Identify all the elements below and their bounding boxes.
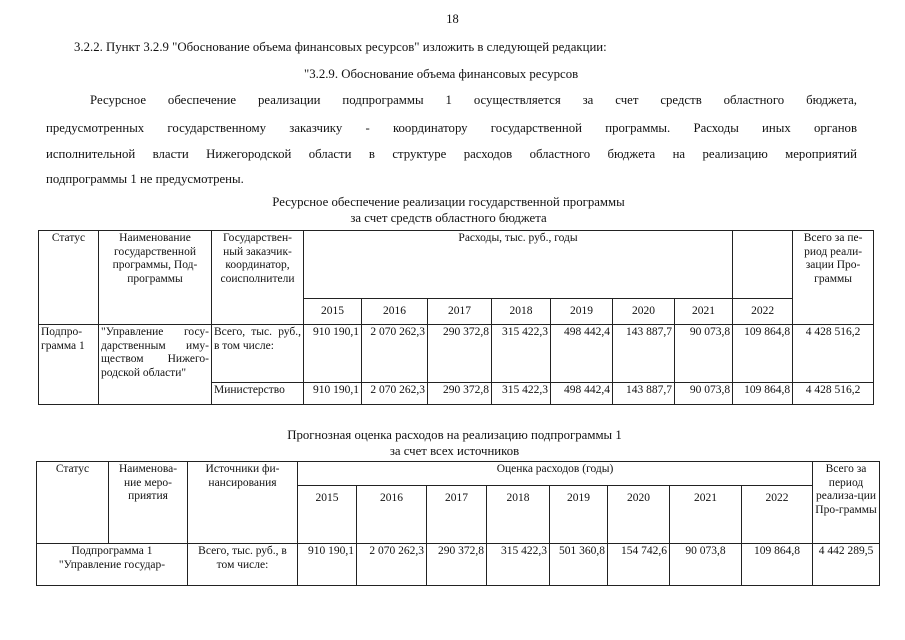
- t1-year: 2018: [492, 299, 551, 325]
- t1-row-label: Министерство: [212, 383, 304, 405]
- t1-year: 2020: [613, 299, 675, 325]
- t2-total-cell: 4 442 289,5: [813, 544, 880, 586]
- t1-cell: 90 073,8: [675, 383, 733, 405]
- t1-year: 2015: [304, 299, 362, 325]
- t2-year: 2021: [670, 486, 742, 544]
- t2-cell: 315 422,3: [487, 544, 550, 586]
- t2-cell: 290 372,8: [427, 544, 487, 586]
- t2-cell: 154 742,6: [608, 544, 670, 586]
- t1-cell: 290 372,8: [428, 325, 492, 383]
- t2-cell: 2 070 262,3: [357, 544, 427, 586]
- t1-cell: 109 864,8: [733, 383, 793, 405]
- t2-header-total: Всего за период реализа-ции Про-граммы: [813, 462, 880, 544]
- sub-heading: "3.2.9. Обоснование объема финансовых ресурсов: [304, 67, 579, 81]
- t1-cell: 2 070 262,3: [362, 383, 428, 405]
- t2-cell: 501 360,8: [550, 544, 608, 586]
- t1-cell: 315 422,3: [492, 325, 551, 383]
- t1-cell: 2 070 262,3: [362, 325, 428, 383]
- table2-forecast-estimate: [36, 461, 880, 586]
- t1-cell: 90 073,8: [675, 325, 733, 383]
- table1-caption-line1: Ресурсное обеспечение реализации государственной программы: [272, 195, 625, 209]
- paragraph-line-2: предусмотренных государственному заказчику - координатору государственной программы. Расходы иных органов: [46, 121, 857, 135]
- t1-year: 2017: [428, 299, 492, 325]
- t1-header-total: Всего за пе-риод реали-зации Про-граммы: [793, 231, 874, 325]
- t1-year: 2022: [733, 299, 793, 325]
- t1-status-cell: Подпро-грамма 1: [39, 325, 99, 405]
- t1-total-cell: 4 428 516,2: [793, 325, 874, 383]
- t1-total-cell: 4 428 516,2: [793, 383, 874, 405]
- paragraph-line-4: подпрограммы 1 не предусмотрены.: [46, 172, 244, 186]
- t1-row-label: Всего, тыс. руб., в том числе:: [212, 325, 304, 383]
- t2-year: 2017: [427, 486, 487, 544]
- t1-cell: 498 442,4: [551, 325, 613, 383]
- paragraph-line-1: Ресурсное обеспечение реализации подпрограммы 1 осуществляется за счет средств областного бюджета,: [90, 93, 857, 107]
- t2-cell: 109 864,8: [742, 544, 813, 586]
- table2-caption-line1: Прогнозная оценка расходов на реализацию подпрограммы 1: [287, 428, 622, 442]
- t1-name-cell: "Управление госу-дарственным иму-ществом Нижего-родской области": [99, 325, 212, 405]
- t1-header-status: Статус: [39, 231, 99, 325]
- t1-header-name: Наименование государственной программы, Под-программы: [99, 231, 212, 325]
- t1-cell: 143 887,7: [613, 325, 675, 383]
- t1-year: 2019: [551, 299, 613, 325]
- paragraph-line-3: исполнительной власти Нижегородской области в структуре расходов областного бюджета на реализацию мероприятий: [46, 147, 857, 161]
- t1-cell: 910 190,1: [304, 325, 362, 383]
- t2-status-cell: Подпрограмма 1 "Управление государ-: [37, 544, 188, 586]
- t1-header-customer: Государствен-ный заказчик-координатор, соисполнители: [212, 231, 304, 325]
- t1-header-expenses: Расходы, тыс. руб., годы: [304, 231, 733, 299]
- t2-header-status: Статус: [37, 462, 109, 544]
- t1-header-empty: [733, 231, 793, 299]
- t2-year: 2018: [487, 486, 550, 544]
- t2-year: 2015: [298, 486, 357, 544]
- t2-cell: 910 190,1: [298, 544, 357, 586]
- page-number: 18: [446, 12, 459, 26]
- table2-caption-line2: за счет всех источников: [389, 444, 520, 458]
- table1-caption-line2: за счет средств областного бюджета: [350, 211, 547, 225]
- t1-cell: 290 372,8: [428, 383, 492, 405]
- t1-cell: 498 442,4: [551, 383, 613, 405]
- t1-year: 2016: [362, 299, 428, 325]
- t2-source-cell: Всего, тыс. руб., в том числе:: [188, 544, 298, 586]
- t2-year: 2020: [608, 486, 670, 544]
- t2-header-name: Наименова-ние меро-приятия: [109, 462, 188, 544]
- table1-resource-provision: [38, 230, 874, 405]
- t1-year: 2021: [675, 299, 733, 325]
- t2-cell: 90 073,8: [670, 544, 742, 586]
- t1-cell: 143 887,7: [613, 383, 675, 405]
- t1-cell: 315 422,3: [492, 383, 551, 405]
- section-heading: 3.2.2. Пункт 3.2.9 "Обоснование объема финансовых ресурсов" изложить в следующей редакции:: [74, 40, 607, 54]
- t2-header-estimate: Оценка расходов (годы): [298, 462, 813, 486]
- t2-header-source: Источники фи-нансирования: [188, 462, 298, 544]
- t2-year: 2016: [357, 486, 427, 544]
- t1-cell: 109 864,8: [733, 325, 793, 383]
- t2-year: 2019: [550, 486, 608, 544]
- t2-year: 2022: [742, 486, 813, 544]
- t1-cell: 910 190,1: [304, 383, 362, 405]
